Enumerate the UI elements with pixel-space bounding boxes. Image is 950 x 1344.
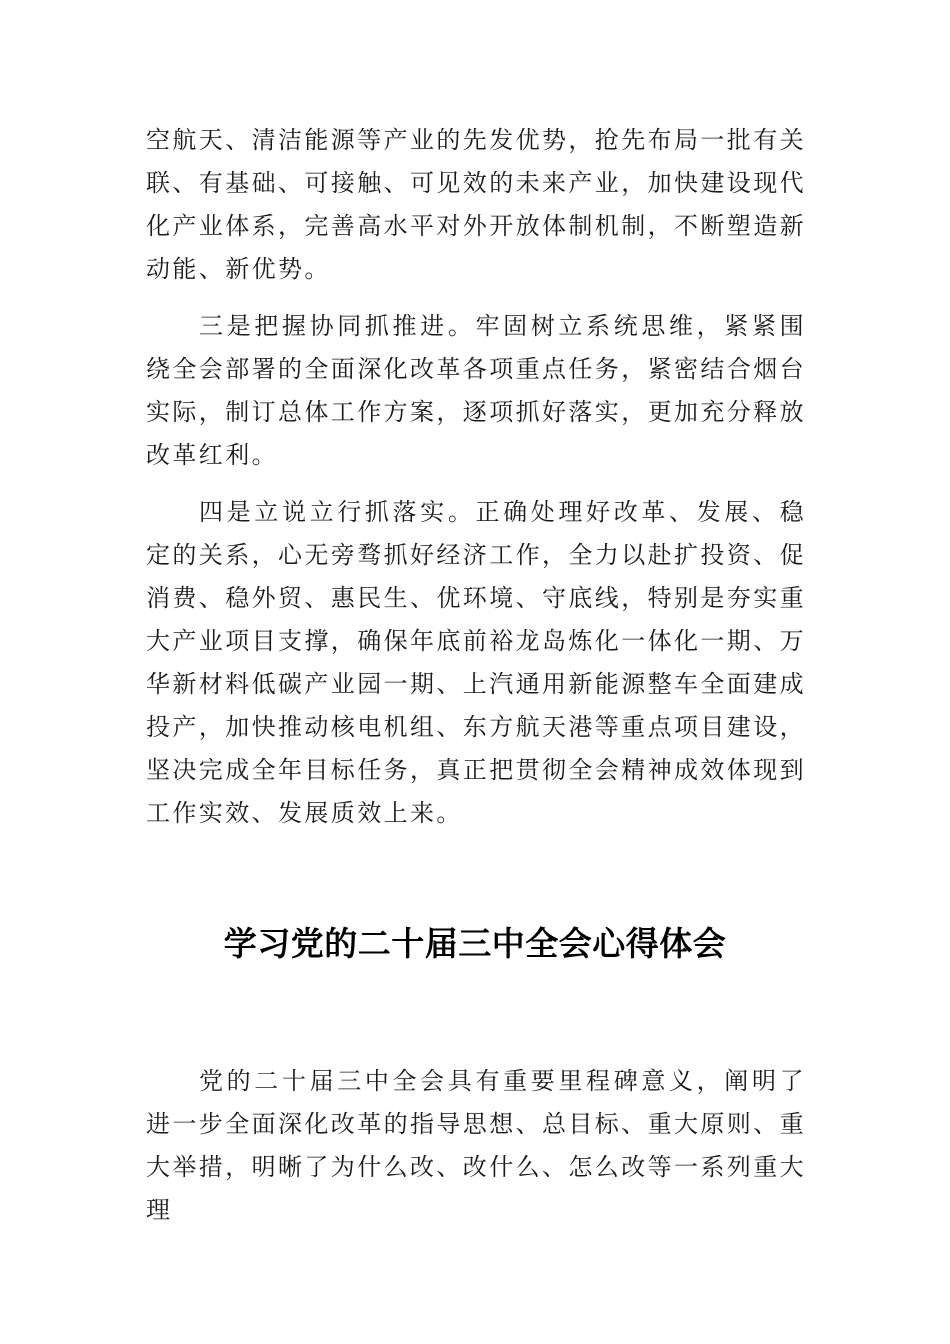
section-heading: 学习党的二十届三中全会心得体会 (223, 924, 727, 963)
paragraph-coordinated-promotion: 三是把握协同抓推进。牢固树立系统思维，紧紧围绕全会部署的全面深化改革各项重点任务，紧密结合烟台实际，制订总体工作方案，逐项抓好落实，更加充分释放改革红利。 (146, 312, 806, 469)
paragraph-industry-advantages: 空航天、清洁能源等产业的先发优势，抢先布局一批有关联、有基础、可接触、可见效的未来产业，加快建设现代化产业体系，完善高水平对外开放体制机制，不断塑造新动能、新优势。 (146, 126, 806, 283)
paragraph-implementation: 四是立说立行抓落实。正确处理好改革、发展、稳定的关系，心无旁骛抓好经济工作，全力以赴扩投资、促消费、稳外贸、惠民生、优环境、守底线，特别是夯实重大产业项目支撑，确保年底前裕龙岛炼化一体化一期、万华新材料低碳产业园一期、上汽通用新能源整车全面建成投产，加快推动核电机组、东方航天港等重点项目建设，坚决完成全年目标任务，真正把贯彻全会精神成效体现到工作实效、发展质效上来。 (146, 498, 806, 827)
paragraph-intro: 党的二十届三中全会具有重要里程碑意义，阐明了进一步全面深化改革的指导思想、总目标、重大原则、重大举措，明晰了为什么改、改什么、怎么改等一系列重大理 (146, 1067, 806, 1224)
